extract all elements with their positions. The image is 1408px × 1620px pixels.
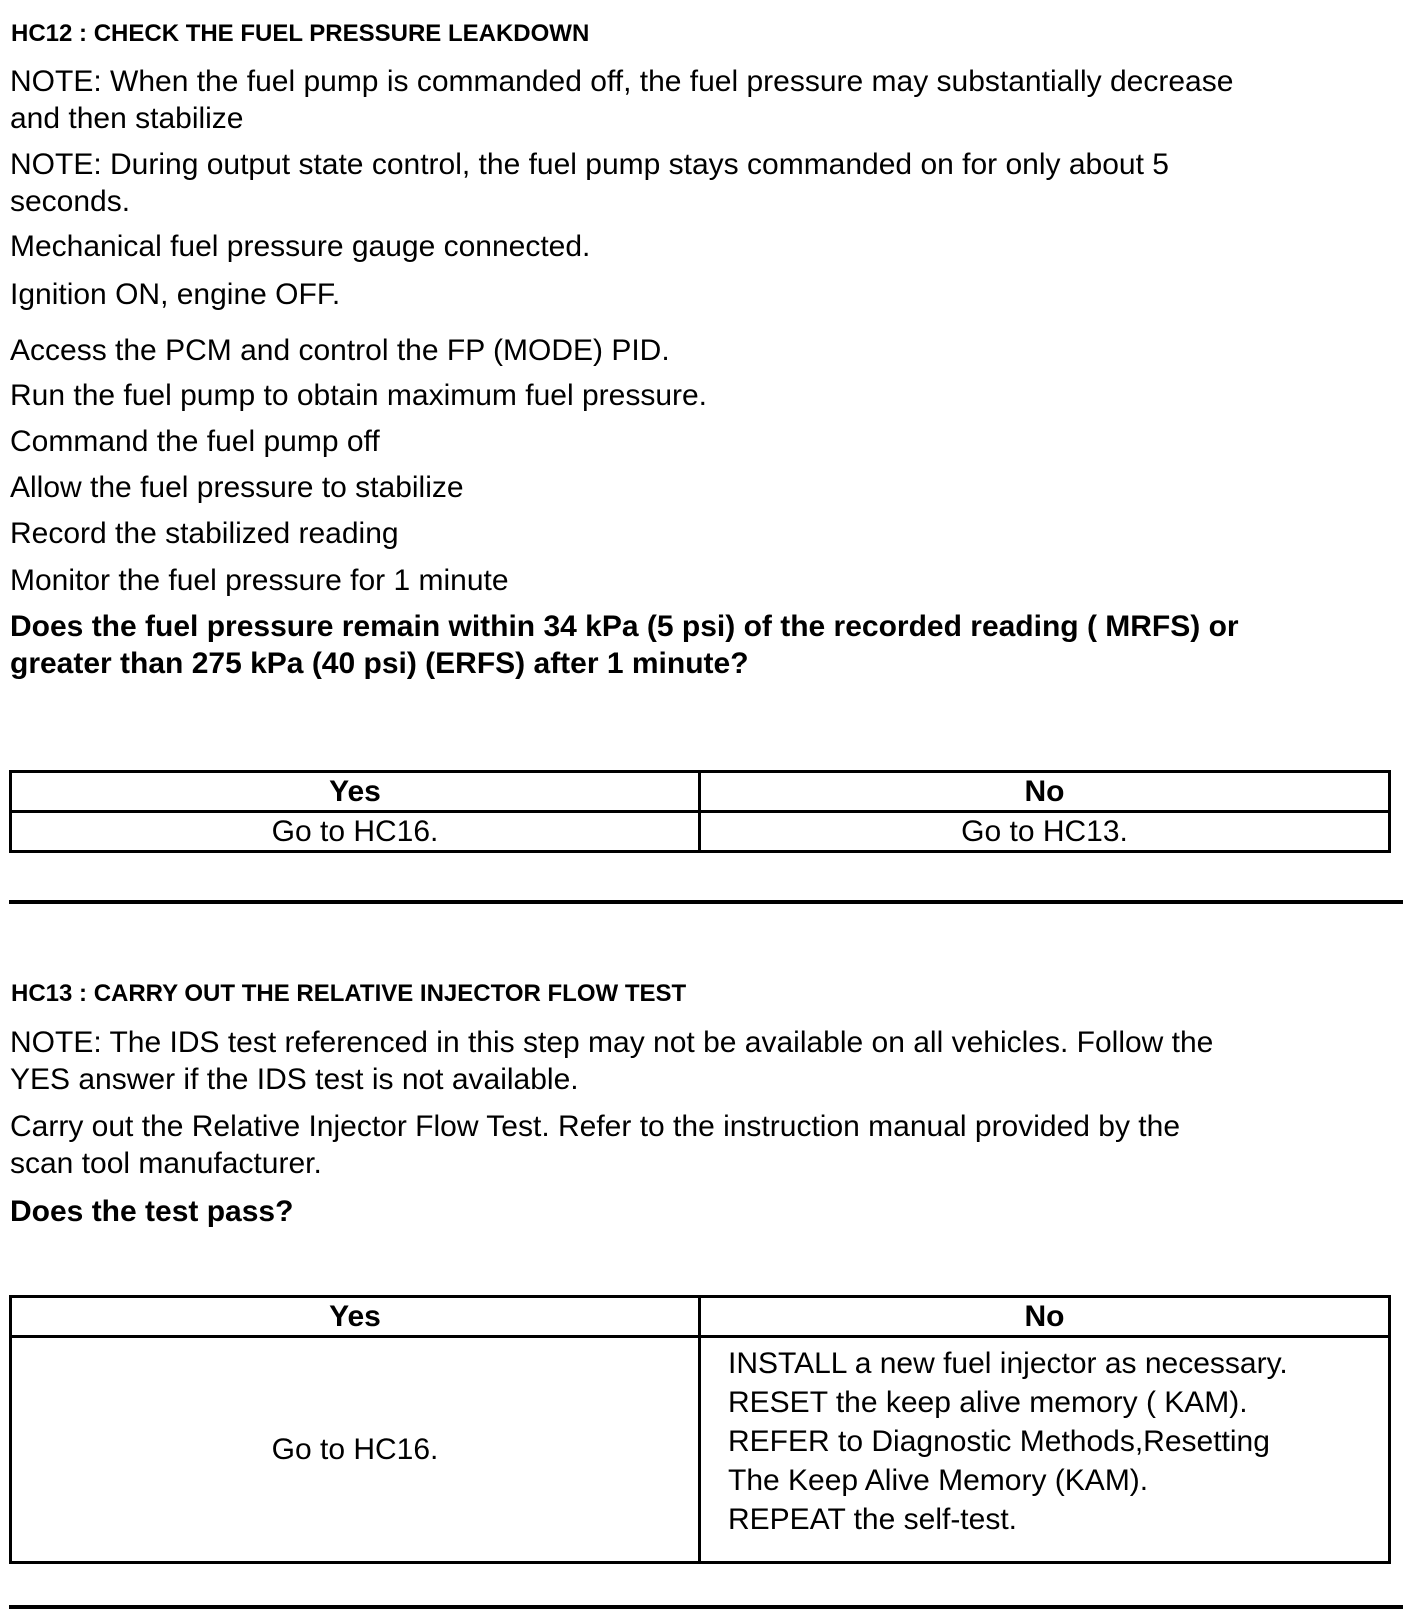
hc12-step: Access the PCM and control the FP (MODE) PID. bbox=[10, 334, 670, 367]
hc12-question-line1: Does the fuel pressure remain within 34 kPa (5 psi) of the recorded reading ( MRFS) or bbox=[10, 610, 1239, 643]
hc12-step: Run the fuel pump to obtain maximum fuel pressure. bbox=[10, 379, 708, 412]
hc13-result-table bbox=[9, 1295, 1391, 1564]
hc13-instruction-line1: Carry out the Relative Injector Flow Test. Refer to the instruction manual provided by the bbox=[10, 1110, 1181, 1143]
hc13-question: Does the test pass? bbox=[10, 1195, 294, 1228]
hc12-note-fuel-pump-off-line1: NOTE: When the fuel pump is commanded off, the fuel pressure may substantially decrease bbox=[10, 65, 1234, 98]
no-header: No bbox=[700, 1297, 1390, 1337]
no-action-line: The Keep Alive Memory (KAM). bbox=[728, 1464, 1149, 1497]
hc12-note-fuel-pump-off-line2: and then stabilize bbox=[10, 102, 244, 135]
no-header: No bbox=[700, 772, 1390, 812]
hc12-step: Allow the fuel pressure to stabilize bbox=[10, 471, 464, 504]
table-row bbox=[11, 812, 1390, 852]
table-row bbox=[11, 1337, 1390, 1563]
hc12-gauge-condition: Mechanical fuel pressure gauge connected. bbox=[10, 230, 591, 263]
hc12-question-line2: greater than 275 kPa (40 psi) (ERFS) after 1 minute? bbox=[10, 647, 749, 680]
table-header-row bbox=[11, 772, 1390, 812]
hc12-step: Record the stabilized reading bbox=[10, 517, 399, 550]
yes-action-cell: Go to HC16. bbox=[11, 1337, 700, 1563]
no-action-cell: Go to HC13. bbox=[700, 812, 1390, 852]
hc13-note-line2: YES answer if the IDS test is not available. bbox=[10, 1063, 579, 1096]
no-action-line: INSTALL a new fuel injector as necessary. bbox=[728, 1347, 1288, 1380]
hc12-note-output-state-line2: seconds. bbox=[10, 185, 131, 218]
no-action-cell bbox=[700, 1337, 1390, 1563]
no-action-line: REFER to Diagnostic Methods,Resetting bbox=[728, 1425, 1270, 1458]
yes-action-cell: Go to HC16. bbox=[11, 812, 700, 852]
hc12-note-output-state-line1: NOTE: During output state control, the fuel pump stays commanded on for only about 5 bbox=[10, 148, 1169, 181]
table-header-row bbox=[11, 1297, 1390, 1337]
hc13-instruction-line2: scan tool manufacturer. bbox=[10, 1147, 322, 1180]
no-action-line: REPEAT the self-test. bbox=[728, 1503, 1017, 1536]
hc12-ignition-condition: Ignition ON, engine OFF. bbox=[10, 278, 341, 311]
hc13-heading: HC13 : CARRY OUT THE RELATIVE INJECTOR FLOW TEST bbox=[11, 980, 687, 1007]
no-action-line: RESET the keep alive memory ( KAM). bbox=[728, 1386, 1248, 1419]
hc12-step: Monitor the fuel pressure for 1 minute bbox=[10, 564, 509, 597]
yes-header: Yes bbox=[11, 772, 700, 812]
hc12-result-table bbox=[9, 770, 1391, 853]
yes-header: Yes bbox=[11, 1297, 700, 1337]
hc12-heading: HC12 : CHECK THE FUEL PRESSURE LEAKDOWN bbox=[11, 20, 590, 47]
hc13-note-line1: NOTE: The IDS test referenced in this step may not be available on all vehicles. Follow the bbox=[10, 1026, 1214, 1059]
section-divider bbox=[9, 1605, 1403, 1609]
hc12-step: Command the fuel pump off bbox=[10, 425, 380, 458]
section-divider bbox=[9, 900, 1403, 904]
